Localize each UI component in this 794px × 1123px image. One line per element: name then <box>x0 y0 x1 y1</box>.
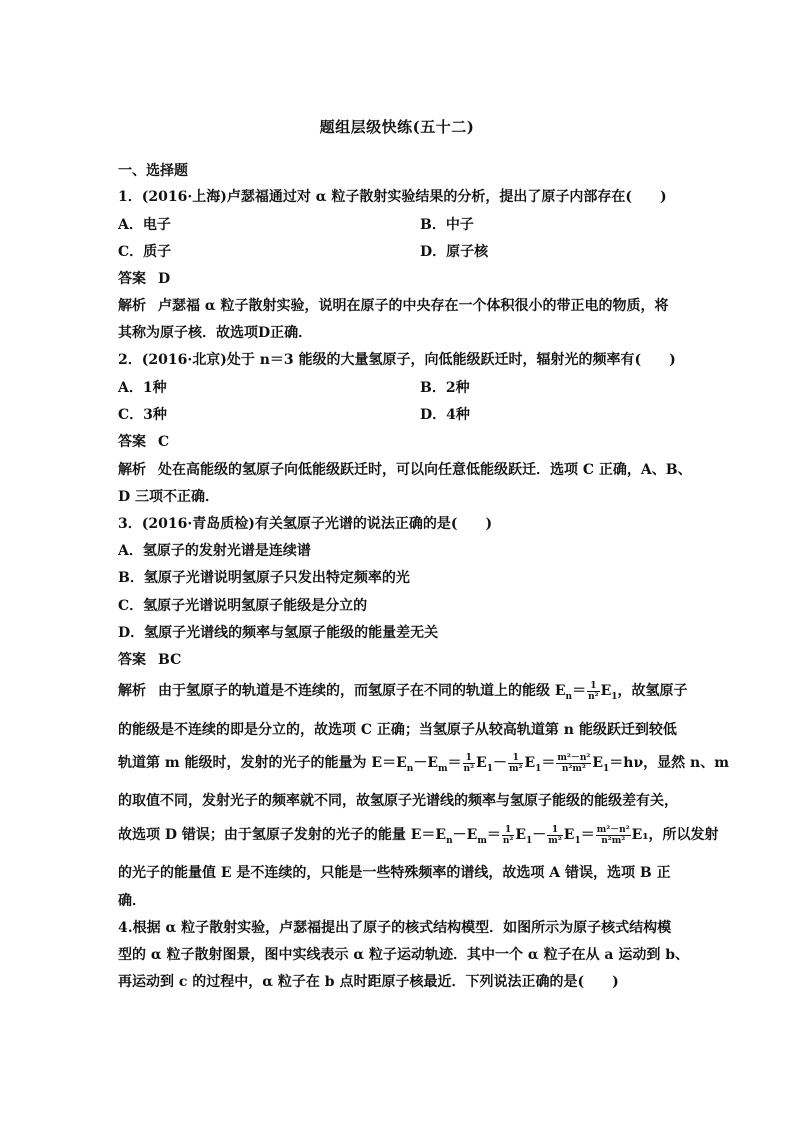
q1-option-d: D．原子核 <box>420 244 489 260</box>
analysis-label: 解析 <box>118 298 146 314</box>
analysis-label: 解析 <box>118 683 146 699</box>
fraction: $\frac{1}{\text{m²}}$ <box>548 824 562 846</box>
q4-stem-line-1: 4.根据 α 粒子散射实验，卢瑟福提出了原子的核式结构模型．如图所示为原子核式结构模 <box>118 920 672 936</box>
q3-analysis-line-6: 的光子的能量值 E 是不连续的，只能是一些特殊频率的谱线，故选项 A 错误，选项 B 正 <box>118 865 671 881</box>
q2-option-c: C．3种 <box>118 407 167 423</box>
q1-option-c: C．质子 <box>118 244 172 260</box>
fraction: $\frac{\text{m²－n²}}{\text{n²m²}}$ <box>557 752 591 774</box>
analysis-text: 由于氢原子的轨道是不连续的，而氢原子在不同的轨道上的能级 E <box>158 683 566 699</box>
answer-value: C <box>158 434 170 450</box>
q2-analysis-line-2: D 三项不正确． <box>118 489 220 505</box>
analysis-text: 故选项 D 错误；由于氢原子发射的光子的能量 E＝E <box>118 827 447 843</box>
analysis-label: 解析 <box>118 462 146 478</box>
q3-analysis-line-7: 确． <box>118 893 146 909</box>
analysis-text: 轨道第 m 能级时，发射的光子的能量为 E＝E <box>118 755 407 771</box>
q1-analysis-line-1 <box>118 295 669 315</box>
analysis-text: 卢瑟福 α 粒子散射实验，说明在原子的中央存在一个体积很小的带正电的物质，将 <box>158 298 669 314</box>
q1-option-b: B．中子 <box>420 217 474 233</box>
q2-option-d: D．4种 <box>420 407 470 423</box>
q3-analysis-line-2: 的能级是不连续的即是分立的，故选项 C 正确；当氢原子从较高轨道第 n 能级跃迁到较低 <box>118 722 677 738</box>
analysis-text: ，故氢原子 <box>617 683 688 699</box>
q3-analysis-line-4: 的取值不同，发射光子的频率就不同，故氢原子光谱线的频率与氢原子能级的能级差有关， <box>118 793 678 809</box>
page-title: 题组层级快练(五十二) <box>319 118 475 136</box>
analysis-text: 处在高能级的氢原子向低能级跃迁时，可以向任意低能级跃迁．选项 C 正确，A、B、 <box>158 462 692 478</box>
answer-value: BC <box>158 652 182 668</box>
fraction: $\frac{1}{\text{n²}}$ <box>588 680 599 702</box>
q1-analysis-line-2: 其称为原子核．故选项D正确． <box>118 325 313 341</box>
analysis-text: ＝hν，显然 n、m <box>609 755 730 771</box>
fraction: $\frac{1}{\text{m²}}$ <box>508 752 523 774</box>
q3-analysis-line-1: 解析 由于氢原子的轨道是不连续的，而氢原子在不同的轨道上的能级 $E_n=$ $\frac{1}{\text{n²}}$ $E_1$，故氢原子 <box>118 680 688 702</box>
fraction: $\frac{1}{\text{n²}}$ <box>463 752 475 774</box>
q4-stem-line-2: 型的 α 粒子散射图景，图中实线表示 α 粒子运动轨迹．其中一个 α 粒子在从 a 运动到 b、 <box>118 947 690 963</box>
q3-option-c: C．氢原子光谱说明氢原子能级是分立的 <box>118 598 368 614</box>
q3-option-d: D．氢原子光谱线的频率与氢原子能级的能量差无关 <box>118 625 439 641</box>
q3-stem: 3．(2016·青岛质检)有关氢原子光谱的说法正确的是( ) <box>118 516 493 532</box>
section-heading: 一、选择题 <box>118 163 188 179</box>
q2-answer <box>118 431 169 451</box>
q1-option-a: A．电子 <box>118 217 171 233</box>
q3-answer <box>118 649 181 669</box>
q1-stem: 1．(2016·上海)卢瑟福通过对 α 粒子散射实验结果的分析，提出了原子内部存在( ) <box>118 189 667 205</box>
q2-stem: 2．(2016·北京)处于 n＝3 能级的大量氢原子，向低能级跃迁时，辐射光的频率有( ) <box>118 352 676 368</box>
answer-value: D <box>158 271 171 287</box>
q2-analysis-line-1 <box>118 459 692 479</box>
fraction: $\frac{1}{\text{n²}}$ <box>502 824 514 846</box>
q3-analysis-line-3: 轨道第 m 能级时，发射的光子的能量为 $E=E_n-E_m=$ $\frac{1}{\text{n²}}$ $E_1-$ $\frac{1}{\text{m²}}$ $E_1=$ $\frac{\text{m²－n²}}{\text{n²m²}}$ $E_1=h\nu$，显然 n、m <box>118 752 730 774</box>
q4-stem-line-3: 再运动到 c 的过程中，α 粒子在 b 点时距原子核最近．下列说法正确的是( ) <box>118 974 619 990</box>
q2-option-b: B．2种 <box>420 380 470 396</box>
analysis-text: E₁，所以发射 <box>631 827 719 843</box>
q3-option-b: B．氢原子光谱说明氢原子只发出特定频率的光 <box>118 570 410 586</box>
fraction: $\frac{\text{m²－n²}}{\text{n²m²}}$ <box>596 824 630 846</box>
q3-analysis-line-5: 故选项 D 错误；由于氢原子发射的光子的能量 $E=E_n-E_m=$ $\frac{1}{\text{n²}}$ $E_1-$ $\frac{1}{\text{m²}}$ $E_1=$ $\frac{\text{m²－n²}}{\text{n²m²}}$ E₁，所以发射 <box>118 824 719 846</box>
q3-option-a: A．氢原子的发射光谱是连续谱 <box>118 543 311 559</box>
q2-option-a: A．1种 <box>118 380 167 396</box>
answer-label: 答案 <box>118 271 146 287</box>
answer-label: 答案 <box>118 434 146 450</box>
answer-label: 答案 <box>118 652 146 668</box>
q1-answer <box>118 268 170 288</box>
